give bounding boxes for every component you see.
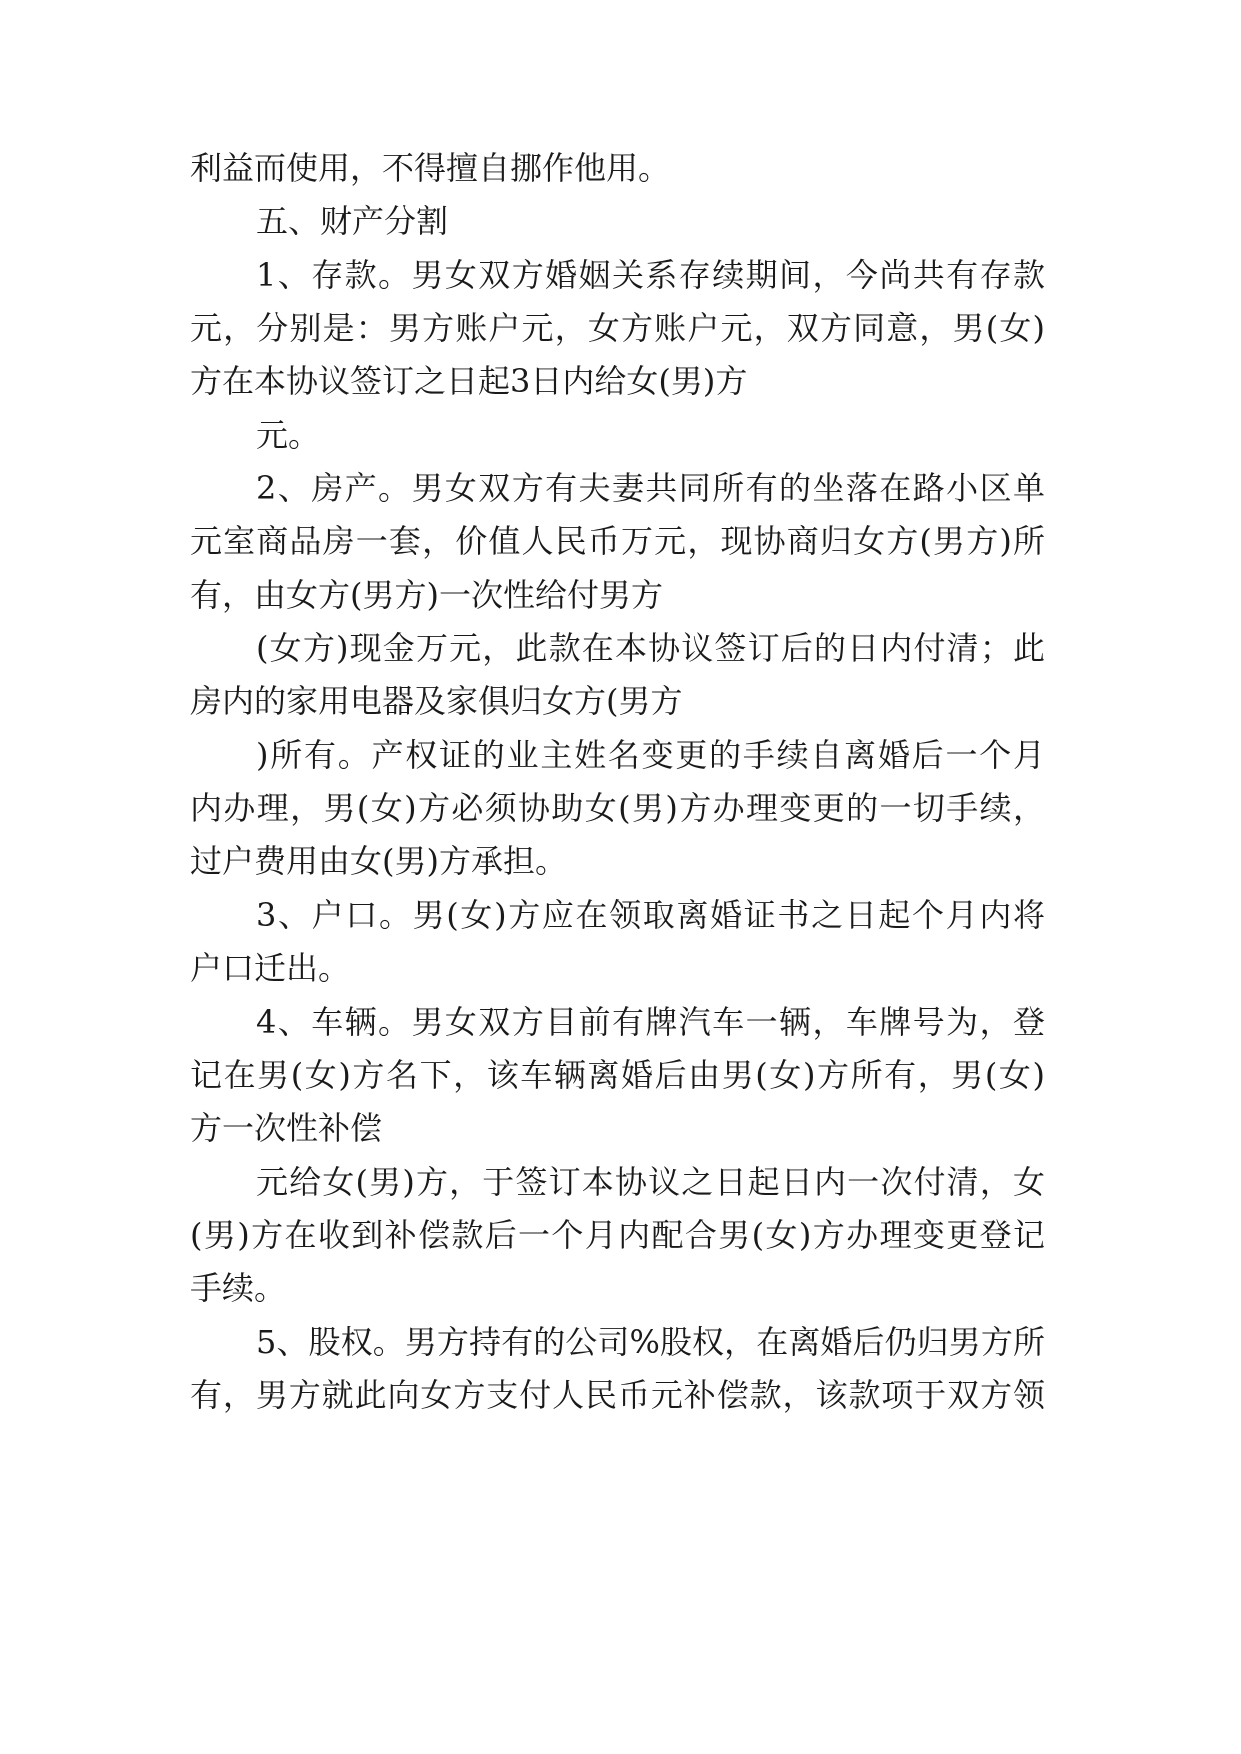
section-heading: 五、财产分割	[256, 202, 449, 240]
text-line: 方一次性补偿	[190, 1109, 383, 1147]
text-line: 利益而使用，不得擅自挪作他用。	[190, 149, 671, 187]
text-line: 户口迁出。	[190, 949, 351, 987]
text-line: 过户费用由女(男)方承担。	[190, 842, 567, 880]
text-line: 元室商品房一套，价值人民币万元，现协商归女方(男方)所	[190, 522, 1045, 560]
text-line: 4、车辆。男女双方目前有牌汽车一辆，车牌号为，登	[256, 1003, 1045, 1041]
text-line: 有，由女方(男方)一次性给付男方	[190, 576, 663, 614]
text-line: 元。	[256, 416, 321, 454]
text-line: 有，男方就此向女方支付人民币元补偿款，该款项于双方领	[190, 1376, 1045, 1414]
text-line: 1、存款。男女双方婚姻关系存续期间，今尚共有存款	[256, 256, 1045, 294]
text-line: 记在男(女)方名下，该车辆离婚后由男(女)方所有，男(女)	[190, 1056, 1045, 1094]
text-line: 方在本协议签订之日起3日内给女(男)方	[190, 362, 748, 400]
text-line: 3、户口。男(女)方应在领取离婚证书之日起个月内将	[256, 896, 1045, 934]
text-line: 元给女(男)方，于签订本协议之日起日内一次付清，女	[256, 1163, 1045, 1201]
text-line: 2、房产。男女双方有夫妻共同所有的坐落在路小区单	[256, 469, 1045, 507]
text-line: 5、股权。男方持有的公司%股权，在离婚后仍归男方所	[256, 1323, 1045, 1361]
text-line: 元，分别是：男方账户元，女方账户元，双方同意，男(女)	[190, 309, 1045, 347]
text-line: 手续。	[190, 1269, 287, 1307]
text-line: 房内的家用电器及家俱归女方(男方	[190, 682, 683, 720]
text-line: 内办理，男(女)方必须协助女(男)方办理变更的一切手续，	[190, 789, 1045, 827]
text-line: )所有。产权证的业主姓名变更的手续自离婚后一个月	[256, 736, 1045, 774]
text-line: (男)方在收到补偿款后一个月内配合男(女)方办理变更登记	[190, 1216, 1045, 1254]
text-line: (女方)现金万元，此款在本协议签订后的日内付清；此	[256, 629, 1045, 667]
